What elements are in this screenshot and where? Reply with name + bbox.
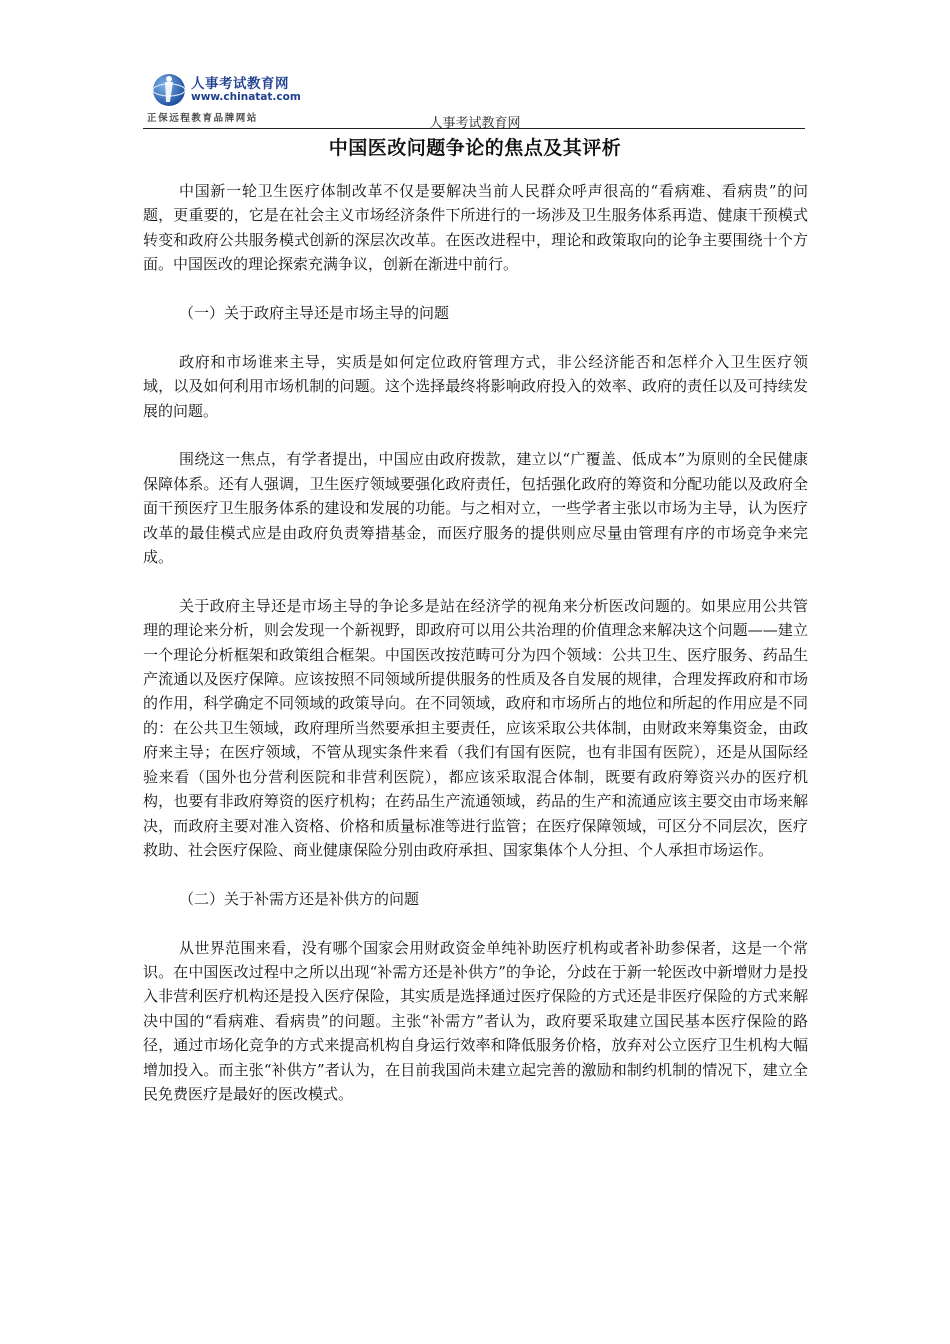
section-heading-1: （一）关于政府主导还是市场主导的问题 (179, 304, 450, 323)
paragraph: 从世界范围来看，没有哪个国家会用财政资金单纯补助医疗机构或者补助参保者，这是一个常识。在中国医改过程中之所以出现“补需方还是补供方”的争论，分歧在于新一轮医改中新增财力是投入非营利医疗机构还是投入医疗保险，其实质是选择通过医疗保险的方式还是非医疗保险的方式来解决中国的“看病难、看病贵”的问题。主张“补需方”者认为，政府要采取建立国民基本医疗保险的路径，通过市场化竞争的方式来提高机构自身运行效率和降低服务价格，放弃对公立医疗卫生机构大幅增加投入。而主张“补供方”者认为，在目前我国尚未建立起完善的激励和制约机制的情况下，建立全民免费医疗是最好的医改模式。 (143, 938, 808, 1103)
section-heading-2: （二）关于补需方还是补供方的问题 (179, 889, 420, 908)
globe-icon (151, 72, 187, 108)
paragraph-intro: 中国新一轮卫生医疗体制改革不仅是要解决当前人民群众呼声很高的“看病难、看病贵”的问题，更重要的，它是在社会主义市场经济条件下所进行的一场涉及卫生服务体系再造、健康干预模式转变和政府公共服务模式创新的深层次改革。在医改进程中，理论和政策取向的论争主要围绕十个方面。中国医改的理论探索充满争议，创新在渐进中前行。 (143, 182, 808, 274)
logo-slogan: 正保远程教育品牌网站 (147, 113, 259, 124)
paragraph: 围绕这一焦点，有学者提出，中国应由政府拨款，建立以“广覆盖、低成本”为原则的全民健康保障体系。还有人强调，卫生医疗领域要强化政府责任，包括强化政府的筹资和分配功能以及政府全面干预医疗卫生服务体系的建设和发展的功能。与之相对立，一些学者主张以市场为主导，认为医疗改革的最佳模式应是由政府负责筹措基金，而医疗服务的提供则应尽量由管理有序的市场竞争来完成。 (143, 450, 808, 567)
logo-url[interactable]: www.chinatat.com (191, 91, 301, 103)
header-divider (143, 128, 805, 129)
paragraph: 关于政府主导还是市场主导的争论多是站在经济学的视角来分析医改问题的。如果应用公共管理的理论来分析，则会发现一个新视野，即政府可以用公共治理的价值理念来解决这个问题——建立一个理论分析框架和政策组合框架。中国医改按范畴可分为四个领域：公共卫生、医疗服务、药品生产流通以及医疗保障。应该按照不同领域所提供服务的性质及各自发展的规律，合理发挥政府和市场的作用，科学确定不同领域的政策导向。在不同领域，政府和市场所占的地位和所起的作用应是不同的：在公共卫生领域，政府理所当然要承担主要责任，应该采取公共体制，由财政来筹集资金，由政府来主导；在医疗领域，不管从现实条件来看（我们有国有医院，也有非国有医院），还是从国际经验来看（国外也分营利医院和非营利医院），都应该采取混合体制，既要有政府筹资兴办的医疗机构，也要有非政府筹资的医疗机构；在药品生产流通领域，药品的生产和流通应该主要交由市场来解决，而政府主要对准入资格、价格和质量标准等进行监管；在医疗保障领域，可区分不同层次，医疗救助、社会医疗保险、商业健康保险分别由政府承担、国家集体个人分担、个人承担市场运作。 (143, 596, 808, 859)
header-site-name: 人事考试教育网 (429, 116, 521, 131)
logo-name: 人事考试教育网 (191, 76, 289, 92)
document-body (143, 179, 808, 1131)
document-title: 中国医改问题争论的焦点及其评析 (328, 137, 622, 159)
paragraph: 政府和市场谁来主导，实质是如何定位政府管理方式，非公经济能否和怎样介入卫生医疗领域，以及如何利用市场机制的问题。这个选择最终将影响政府投入的效率、政府的责任以及可持续发展的问题。 (143, 352, 808, 420)
